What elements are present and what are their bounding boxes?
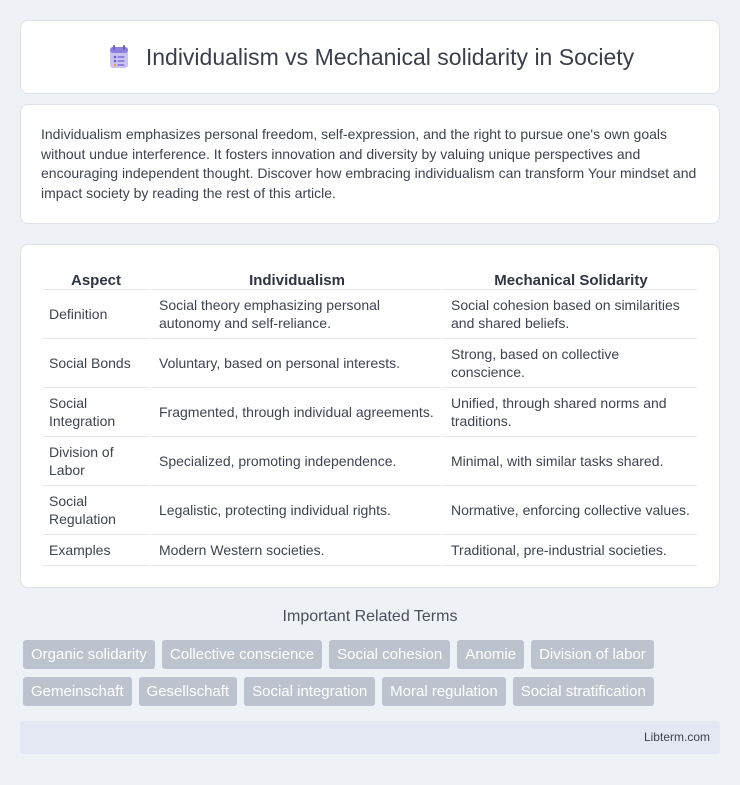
table-cell: Social cohesion based on similarities and shared beliefs. xyxy=(441,290,697,339)
table-cell: Examples xyxy=(43,535,149,566)
table-row xyxy=(43,339,697,388)
table-row xyxy=(43,535,697,566)
footer xyxy=(20,721,720,754)
related-term-tag[interactable]: Social cohesion xyxy=(329,640,450,669)
table-cell: Specialized, promoting independence. xyxy=(149,437,441,486)
table-cell: Legalistic, protecting individual rights. xyxy=(149,486,441,535)
table-cell: Voluntary, based on personal interests. xyxy=(149,339,441,388)
table-cell: Division of Labor xyxy=(43,437,149,486)
table-cell: Social Regulation xyxy=(43,486,149,535)
table-cell: Social Bonds xyxy=(43,339,149,388)
table-row xyxy=(43,486,697,535)
table-cell: Normative, enforcing collective values. xyxy=(441,486,697,535)
column-header: Aspect xyxy=(43,265,149,290)
comparison-table xyxy=(43,265,697,566)
table-cell: Strong, based on collective conscience. xyxy=(441,339,697,388)
table-cell: Minimal, with similar tasks shared. xyxy=(441,437,697,486)
table-cell: Traditional, pre-industrial societies. xyxy=(441,535,697,566)
table-row xyxy=(43,437,697,486)
page-title: Individualism vs Mechanical solidarity in Society xyxy=(145,43,635,70)
related-term-tag[interactable]: Anomie xyxy=(457,640,524,669)
table-row xyxy=(43,388,697,437)
table-cell: Fragmented, through individual agreements. xyxy=(149,388,441,437)
document-list-icon xyxy=(106,44,132,70)
intro-text: Individualism emphasizes personal freedom, self-expression, and the right to pursue one's own goals without undue interference. It fosters innovation and diversity by valuing unique perspectives and encouraging independent thought. Discover how embracing individualism can transform Your mindset and impact society by reading the rest of this article. xyxy=(41,126,697,201)
related-terms-list xyxy=(23,640,723,706)
table-cell: Social Integration xyxy=(43,388,149,437)
table-cell: Social theory emphasizing personal autonomy and self-reliance. xyxy=(149,290,441,339)
table-row xyxy=(43,290,697,339)
table-header-row xyxy=(43,265,697,290)
related-term-tag[interactable]: Division of labor xyxy=(531,640,654,669)
related-term-tag[interactable]: Social integration xyxy=(244,677,375,706)
column-header: Mechanical Solidarity xyxy=(441,265,697,290)
related-term-tag[interactable]: Gemeinschaft xyxy=(23,677,132,706)
title-card xyxy=(20,20,720,94)
related-term-tag[interactable]: Organic solidarity xyxy=(23,640,155,669)
related-term-tag[interactable]: Social stratification xyxy=(513,677,654,706)
column-header: Individualism xyxy=(149,265,441,290)
footer-site-link[interactable]: Libterm.com xyxy=(643,730,710,744)
related-term-tag[interactable]: Collective conscience xyxy=(162,640,322,669)
table-cell: Modern Western societies. xyxy=(149,535,441,566)
related-terms-title: Important Related Terms xyxy=(282,608,458,625)
table-cell: Definition xyxy=(43,290,149,339)
table-cell: Unified, through shared norms and traditions. xyxy=(441,388,697,437)
related-term-tag[interactable]: Moral regulation xyxy=(382,677,506,706)
comparison-table-card xyxy=(20,244,720,588)
intro-card xyxy=(20,104,720,224)
related-term-tag[interactable]: Gesellschaft xyxy=(139,677,238,706)
